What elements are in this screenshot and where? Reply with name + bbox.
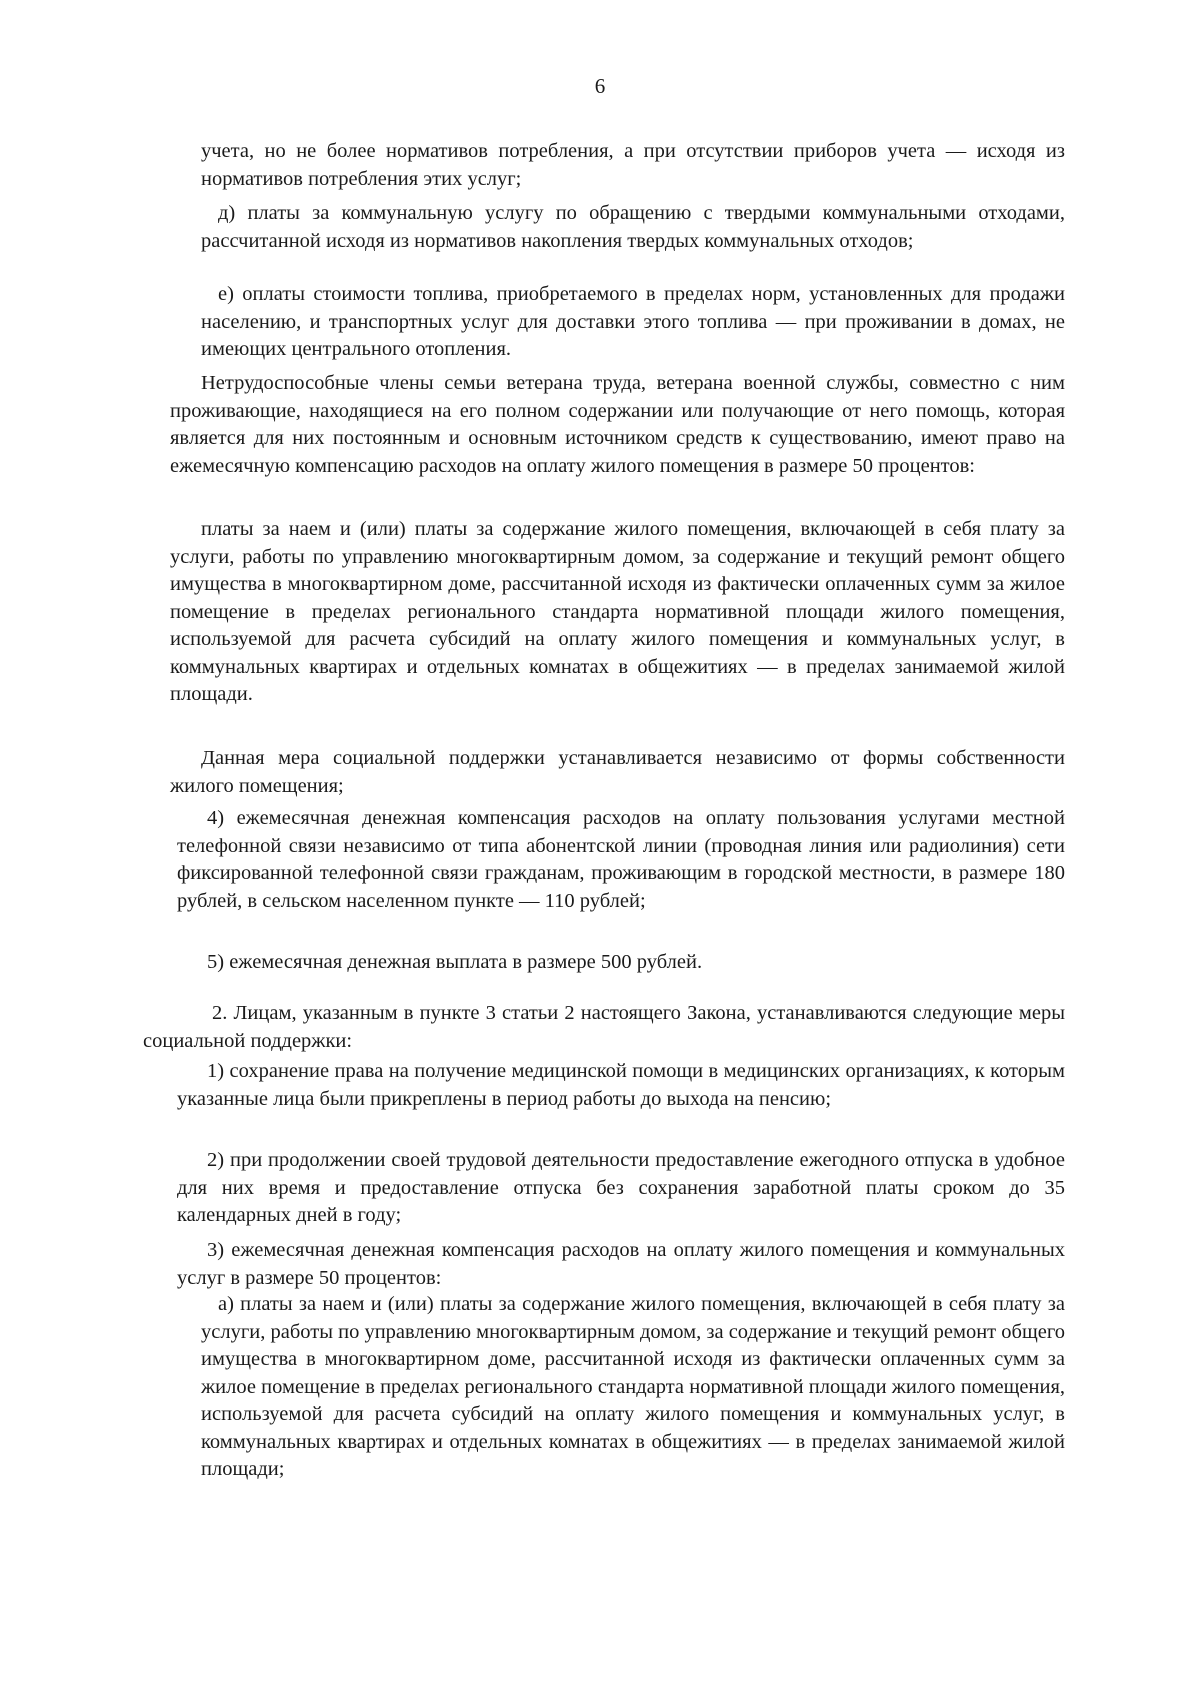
paragraph-item-3: 3) ежемесячная денежная компенсация расходов на оплату жилого помещения и коммунальных услуг в размере 50 процентов: [177, 1239, 1065, 1289]
paragraph-continuation: учета, но не более нормативов потребления, а при отсутствии приборов учета — исходя из нормативов потребления этих услуг; [201, 140, 1065, 190]
page-number: 6 [594, 74, 606, 98]
paragraph-item-1: 1) сохранение права на получение медицинской помощи в медицинских организациях, к которым указанные лица были прикреплены в период работы до выхода на пенсию; [177, 1060, 1065, 1110]
paragraph-item-e: е) оплаты стоимости топлива, приобретаемого в пределах норм, установленных для продажи населению, и транспортных услуг для доставки этого топлива — при проживании в домах, не имеющих центрального отопления. [201, 283, 1065, 360]
paragraph-section-2: 2. Лицам, указанным в пункте 3 статьи 2 настоящего Закона, устанавливаются следующие меры социальной поддержки: [143, 1002, 1065, 1052]
paragraph-item-2: 2) при продолжении своей трудовой деятельности предоставление ежегодного отпуска в удобное для них время и предоставление отпуска без сохранения заработной платы сроком до 35 календарных дней в году; [177, 1149, 1065, 1226]
paragraph-housing-payment: платы за наем и (или) платы за содержание жилого помещения, включающей в себя плату за услуги, работы по управлению многоквартирным домом, за содержание и текущий ремонт общего имущества в многоквартирном доме, рассчитанной исходя из фактически оплаченных сумм за жилое помещение в пределах регионального стандарта нормативной площади жилого помещения, используемой для расчета субсидий на оплату жилого помещения и коммунальных услуг, в коммунальных квартирах и отдельных комнатах в общежитиях — в пределах занимаемой жилой площади. [170, 518, 1065, 705]
paragraph-ownership: Данная мера социальной поддержки устанавливается независимо от формы собственности жилого помещения; [170, 747, 1065, 797]
paragraph-item-5: 5) ежемесячная денежная выплата в размере 500 рублей. [207, 951, 703, 973]
paragraph-family-members: Нетрудоспособные члены семьи ветерана труда, ветерана военной службы, совместно с ним проживающие, находящиеся на его полном содержании или получающие от него помощь, которая является для них постоянным и основным источником средств к существованию, имеют право на ежемесячную компенсацию расходов на оплату жилого помещения в размере 50 процентов: [170, 372, 1065, 477]
paragraph-item-d: д) платы за коммунальную услугу по обращению с твердыми коммунальными отходами, рассчитанной исходя из нормативов накопления твердых коммунальных отходов; [201, 202, 1065, 252]
paragraph-item-4: 4) ежемесячная денежная компенсация расходов на оплату пользования услугами местной телефонной связи независимо от типа абонентской линии (проводная линия или радиолиния) сети фиксированной телефонной связи гражданам, проживающим в городской местности, в размере 180 рублей, в сельском населенном пункте — 110 рублей; [177, 807, 1065, 912]
paragraph-item-a: а) платы за наем и (или) платы за содержание жилого помещения, включающей в себя плату за услуги, работы по управлению многоквартирным домом, за содержание и текущий ремонт общего имущества в многоквартирном доме, рассчитанной исходя из фактически оплаченных сумм за жилое помещение в пределах регионального стандарта нормативной площади жилого помещения, используемой для расчета субсидий на оплату жилого помещения и коммунальных услуг, в коммунальных квартирах и отдельных комнатах в общежитиях — в пределах занимаемой жилой площади; [201, 1293, 1065, 1480]
